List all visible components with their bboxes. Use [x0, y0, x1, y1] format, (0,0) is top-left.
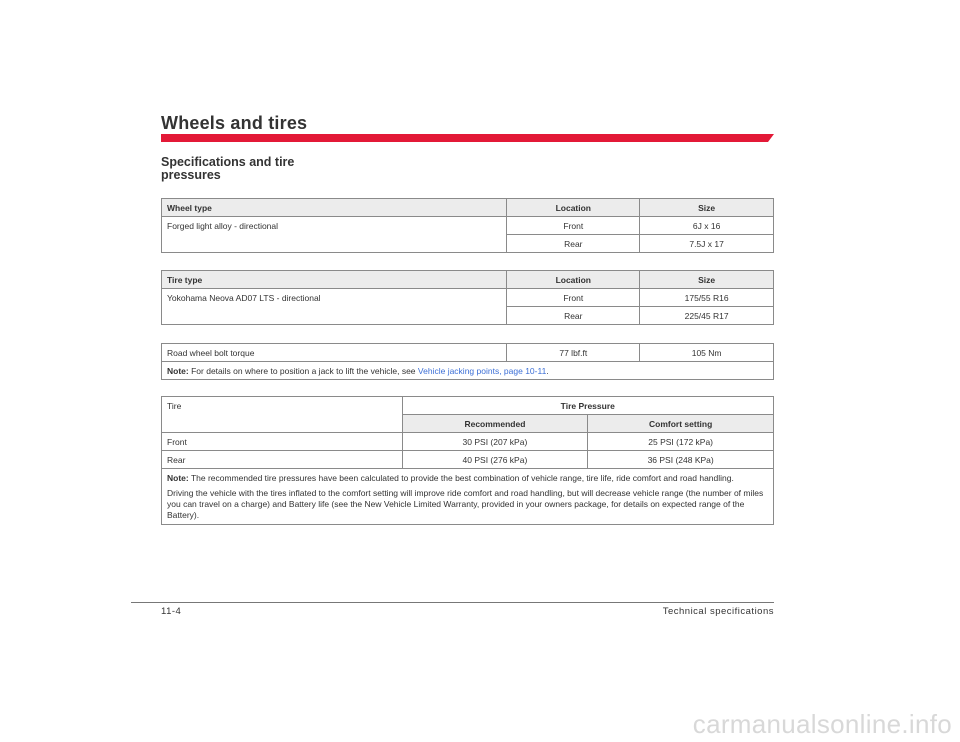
size-cell: 175/55 R16 — [640, 289, 774, 307]
torque-metric-cell: 105 Nm — [640, 344, 774, 362]
page-number: 11-4 — [161, 606, 182, 617]
table-header-row — [162, 271, 774, 289]
note-text: The recommended tire pressures have been calculated to provide the best combination of vehicle range, tire life, ride comfort and road handling. — [190, 473, 734, 483]
wheel-spec-table — [161, 198, 774, 253]
torque-table — [161, 343, 774, 380]
header-tire-type: Tire type — [162, 271, 507, 289]
location-cell: Rear — [507, 235, 640, 253]
wheel-type-cell: Forged light alloy - directional — [162, 217, 507, 253]
location-cell: Rear — [507, 307, 640, 325]
tire-pressure-table — [161, 396, 774, 525]
chapter-title: Technical specifications — [662, 606, 774, 617]
header-tire-pressure: Tire Pressure — [402, 397, 773, 415]
comfort-cell: 36 PSI (248 KPa) — [588, 451, 774, 469]
recommended-cell: 30 PSI (207 kPa) — [402, 433, 588, 451]
torque-label-cell: Road wheel bolt torque — [162, 344, 507, 362]
tire-position-cell: Front — [162, 433, 403, 451]
jacking-note-cell — [162, 362, 774, 380]
header-location: Location — [507, 271, 640, 289]
table-row — [162, 451, 774, 469]
jacking-points-link[interactable]: Vehicle jacking points, page 10-11 — [417, 365, 547, 376]
note-end: . — [546, 365, 549, 376]
location-cell: Front — [507, 289, 640, 307]
table-row — [162, 344, 774, 362]
table-header-row — [162, 397, 774, 415]
table-row — [162, 217, 774, 235]
note-text: For details on where to position a jack to lift the vehicle, see — [191, 365, 416, 376]
size-cell: 6J x 16 — [640, 217, 774, 235]
size-cell: 7.5J x 17 — [640, 235, 774, 253]
note-paragraph — [167, 473, 768, 484]
header-tire: Tire — [162, 397, 403, 433]
table-header-row — [162, 199, 774, 217]
header-wheel-type: Wheel type — [162, 199, 507, 217]
table-row — [162, 433, 774, 451]
header-comfort-setting: Comfort setting — [588, 415, 774, 433]
table-row — [162, 289, 774, 307]
note-row — [162, 469, 774, 525]
note-label: Note: — [167, 365, 189, 376]
page-title: Wheels and tires — [161, 113, 308, 133]
recommended-cell: 40 PSI (276 kPa) — [402, 451, 588, 469]
note-row — [162, 362, 774, 380]
title-accent-shape — [161, 134, 774, 142]
header-size: Size — [640, 199, 774, 217]
size-cell: 225/45 R17 — [640, 307, 774, 325]
footer-divider — [131, 602, 774, 603]
tire-position-cell: Rear — [162, 451, 403, 469]
header-recommended: Recommended — [402, 415, 588, 433]
comfort-cell: 25 PSI (172 kPa) — [588, 433, 774, 451]
tire-spec-table — [161, 270, 774, 325]
note-label: Note: — [167, 473, 189, 483]
header-size: Size — [640, 271, 774, 289]
header-location: Location — [507, 199, 640, 217]
location-cell: Front — [507, 217, 640, 235]
pressure-note-cell — [162, 469, 774, 525]
note-paragraph: Driving the vehicle with the tires inflated to the comfort setting will improve ride comfort and road handling, but will decrease vehicle range (the number of miles you can travel on a charge) and Battery life (see the New Vehicle Limited Warranty, provided in your owners package, for details on expected range of the Battery). — [167, 488, 764, 520]
tire-type-cell: Yokohama Neova AD07 LTS - directional — [162, 289, 507, 325]
watermark: carmanualsonline.info — [692, 709, 952, 739]
torque-imperial-cell: 77 lbf.ft — [507, 344, 640, 362]
title-accent-bar — [161, 134, 774, 142]
section-title: Specifications and tire pressures — [161, 155, 295, 182]
